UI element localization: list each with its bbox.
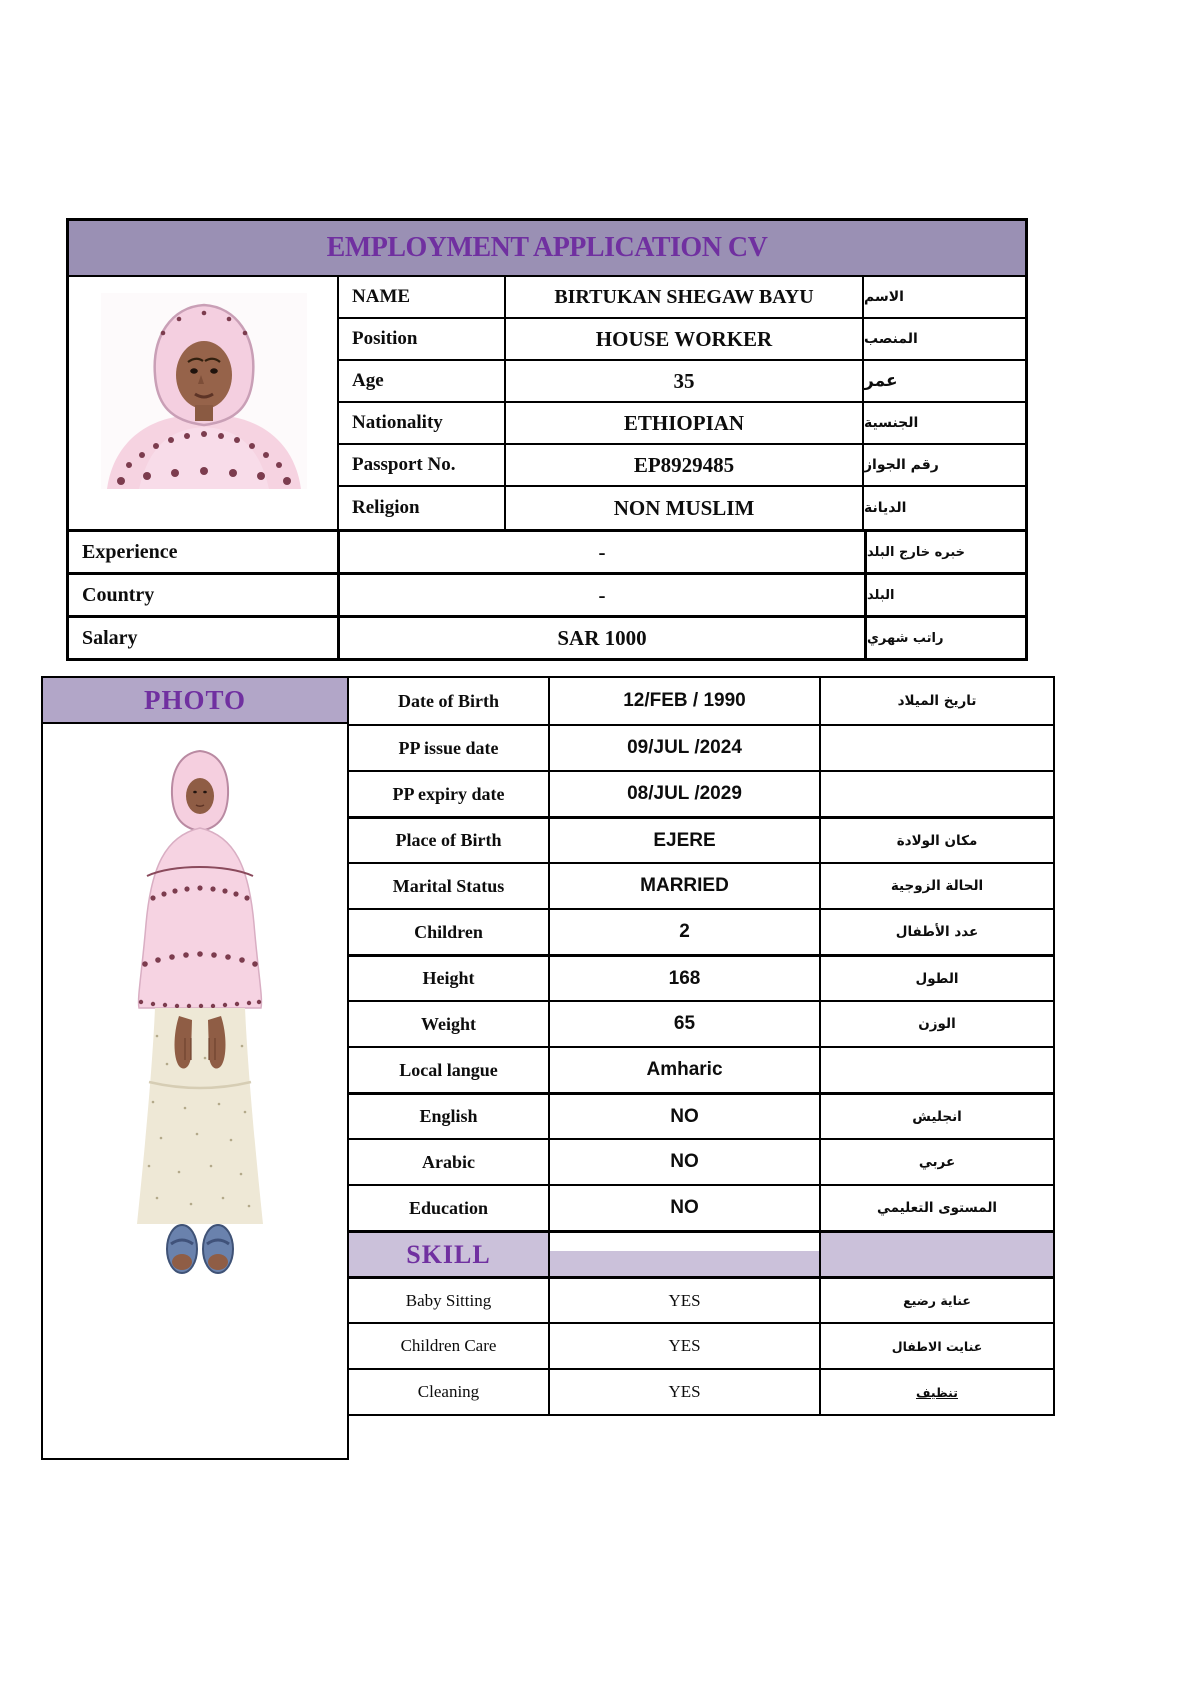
row-value: NO (548, 1186, 819, 1230)
row-label: Marital Status (392, 875, 505, 896)
row-label-arabic: الحالة الزوجية (819, 864, 1053, 908)
row-label-arabic (819, 1048, 1053, 1092)
full-photo-cell (43, 724, 347, 1460)
row-value: EJERE (548, 819, 819, 862)
row-value: 08/JUL /2029 (548, 772, 819, 816)
row-value: EP8929485 (504, 445, 862, 485)
row-label: Baby Sitting (405, 1290, 492, 1310)
row-value: HOUSE WORKER (504, 319, 862, 359)
row-value: 65 (548, 1002, 819, 1046)
table-row-position (337, 319, 1025, 361)
skill-section-spacer (548, 1233, 819, 1276)
row-label: Place of Birth (395, 830, 502, 850)
row-label: PP issue date (398, 737, 499, 758)
row-label-arabic: الجنسية (862, 403, 1025, 443)
details-table (41, 676, 1055, 1460)
row-value: 2 (548, 910, 819, 954)
table-row-marital (349, 862, 1053, 908)
row-value: YES (548, 1324, 819, 1368)
row-label: Experience (82, 540, 178, 563)
row-label: Education (408, 1197, 489, 1218)
row-label: Local langue (399, 1059, 498, 1080)
details-rows (349, 676, 1055, 1416)
row-label: Passport No. (337, 445, 504, 485)
table-row-height (349, 954, 1053, 1000)
row-label: Religion (337, 487, 504, 529)
row-value: 09/JUL /2024 (548, 726, 819, 770)
row-value: NON MUSLIM (504, 487, 862, 529)
row-value: YES (548, 1370, 819, 1414)
row-label-arabic (819, 772, 1053, 816)
portrait-photo (101, 293, 307, 489)
row-value: BIRTUKAN SHEGAW BAYU (504, 277, 862, 317)
skill-section-title: SKILL (349, 1233, 548, 1276)
table-row-religion (337, 487, 1025, 529)
row-label: Cleaning (417, 1382, 480, 1401)
table-row-dob (349, 678, 1053, 724)
row-value: SAR 1000 (337, 618, 864, 658)
row-value: 35 (504, 361, 862, 401)
row-label-arabic: تنظيف (819, 1370, 1053, 1414)
skill-section-row (349, 1230, 1053, 1276)
row-label-arabic: عدد الأطفال (819, 910, 1053, 954)
table-row-passport (337, 445, 1025, 487)
row-label: Arabic (422, 1151, 475, 1172)
row-label-arabic: الوزن (819, 1002, 1053, 1046)
row-value: - (337, 575, 864, 615)
row-value: NO (548, 1095, 819, 1138)
full-body-photo (127, 746, 273, 1278)
table-row-birthplace (349, 816, 1053, 862)
table-row-arabic-language (349, 1138, 1053, 1184)
row-label: Weight (420, 1013, 476, 1034)
row-value: ETHIOPIAN (504, 403, 862, 443)
table-row-baby-sitting (349, 1276, 1053, 1322)
table-row-name (337, 277, 1025, 319)
row-value: MARRIED (548, 864, 819, 908)
table-row-local-language (349, 1046, 1053, 1092)
row-label: Age (337, 361, 504, 401)
row-label: Children (414, 921, 483, 942)
top-table-body (69, 277, 1025, 529)
row-value: - (337, 532, 864, 572)
row-label: Country (82, 583, 155, 606)
table-row-nationality (337, 403, 1025, 445)
top-table-rows (337, 277, 1025, 529)
table-row-education (349, 1184, 1053, 1230)
portrait-photo-cell (69, 277, 337, 529)
row-label-arabic: الديانة (862, 487, 1025, 529)
page-title: EMPLOYMENT APPLICATION CV (69, 221, 1025, 277)
skill-section-spacer-arabic (819, 1233, 1053, 1276)
table-row-cleaning (349, 1368, 1053, 1414)
row-label-arabic: الطول (819, 957, 1053, 1000)
full-photo-column (41, 676, 349, 1460)
row-label-arabic (819, 726, 1053, 770)
row-label: Date of Birth (398, 690, 499, 711)
table-row-experience (69, 529, 1025, 572)
row-label-arabic: البلد (864, 575, 1025, 615)
row-label: PP expiry date (392, 783, 505, 804)
table-row-salary (69, 615, 1025, 658)
row-label-arabic: خبره خارج البلد (864, 532, 1025, 572)
row-label: English (419, 1106, 478, 1126)
table-row-weight (349, 1000, 1053, 1046)
row-label-arabic: المنصب (862, 319, 1025, 359)
row-label-arabic: راتب شهري (864, 618, 1025, 658)
row-value: Amharic (548, 1048, 819, 1092)
row-label: NAME (337, 277, 504, 317)
row-label-arabic: عنايت الاطفال (819, 1324, 1053, 1368)
table-row-pp-expiry (349, 770, 1053, 816)
row-label: Nationality (337, 403, 504, 443)
row-label: Height (422, 968, 475, 988)
row-label-arabic: رقم الجواز (862, 445, 1025, 485)
row-label-arabic: المستوى التعليمي (819, 1186, 1053, 1230)
row-value: YES (548, 1279, 819, 1322)
row-label-arabic: مكان الولادة (819, 819, 1053, 862)
row-label-arabic: عناية رضيع (819, 1279, 1053, 1322)
row-label-arabic: عربي (819, 1140, 1053, 1184)
row-label: Position (337, 319, 504, 359)
row-label: Salary (82, 626, 138, 649)
row-label-arabic: الاسم (862, 277, 1025, 317)
table-row-country (69, 572, 1025, 615)
row-value: 168 (548, 957, 819, 1000)
row-label-arabic: عمر (862, 361, 1025, 401)
table-row-children-care (349, 1322, 1053, 1368)
row-label-arabic: تاريخ الميلاد (819, 678, 1053, 724)
table-row-children (349, 908, 1053, 954)
row-value: NO (548, 1140, 819, 1184)
row-label: Children Care (400, 1336, 497, 1355)
row-value: 12/FEB / 1990 (548, 678, 819, 724)
top-info-table (66, 218, 1028, 661)
table-row-age (337, 361, 1025, 403)
photo-section-title: PHOTO (43, 678, 347, 724)
table-row-english (349, 1092, 1053, 1138)
row-label-arabic: انجليش (819, 1095, 1053, 1138)
table-row-pp-issue (349, 724, 1053, 770)
